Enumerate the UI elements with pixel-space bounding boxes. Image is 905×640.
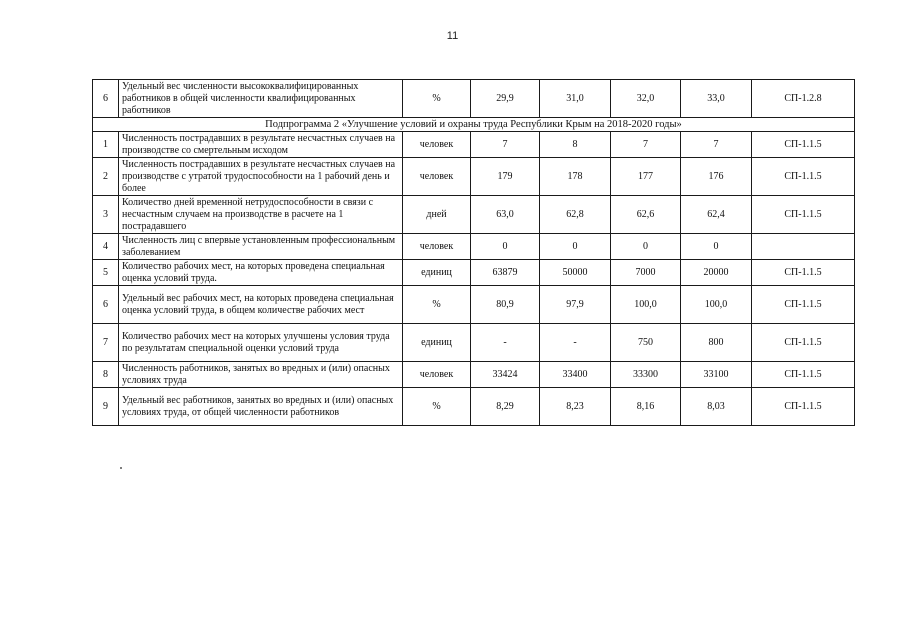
unit-cell: человек — [403, 132, 471, 158]
indicator-name: Численность пострадавших в результате несчастных случаев на производстве с утратой трудоспособности на 1 рабочий день и более — [119, 158, 403, 196]
value-1: 0 — [471, 234, 540, 260]
table-row — [93, 286, 855, 324]
row-number: 2 — [93, 158, 119, 196]
value-2: 31,0 — [540, 80, 611, 118]
indicators-table — [92, 79, 855, 426]
unit-cell: человек — [403, 362, 471, 388]
program-code: СП-1.1.5 — [752, 362, 855, 388]
table-row — [93, 132, 855, 158]
unit-cell: % — [403, 80, 471, 118]
row-number: 8 — [93, 362, 119, 388]
row-number: 6 — [93, 80, 119, 118]
value-2: 97,9 — [540, 286, 611, 324]
indicator-name: Количество рабочих мест, на которых проведена специальная оценка условий труда. — [119, 260, 403, 286]
program-code: СП-1.1.5 — [752, 286, 855, 324]
page-number: 11 — [446, 30, 459, 42]
unit-cell: дней — [403, 196, 471, 234]
value-1: 179 — [471, 158, 540, 196]
program-code: СП-1.1.5 — [752, 388, 855, 426]
value-4: 100,0 — [681, 286, 752, 324]
value-2: 8 — [540, 132, 611, 158]
value-3: 62,6 — [611, 196, 681, 234]
value-4: 20000 — [681, 260, 752, 286]
unit-cell: % — [403, 286, 471, 324]
value-4: 7 — [681, 132, 752, 158]
row-number: 6 — [93, 286, 119, 324]
section-row — [93, 118, 855, 132]
unit-cell: человек — [403, 158, 471, 196]
value-1: 63879 — [471, 260, 540, 286]
row-number: 5 — [93, 260, 119, 286]
value-4: 0 — [681, 234, 752, 260]
indicator-name: Удельный вес численности высококвалифицированных работников в общей численности квалифицированных работников — [119, 80, 403, 118]
table-row — [93, 80, 855, 118]
row-number: 3 — [93, 196, 119, 234]
value-2: 62,8 — [540, 196, 611, 234]
indicator-name: Численность лиц с впервые установленным профессиональным заболеванием — [119, 234, 403, 260]
value-3: 100,0 — [611, 286, 681, 324]
value-2: 178 — [540, 158, 611, 196]
unit-cell: единиц — [403, 324, 471, 362]
table-row — [93, 196, 855, 234]
program-code: СП-1.1.5 — [752, 260, 855, 286]
value-4: 8,03 — [681, 388, 752, 426]
row-number: 9 — [93, 388, 119, 426]
table-row — [93, 234, 855, 260]
value-1: 29,9 — [471, 80, 540, 118]
indicator-name: Удельный вес работников, занятых во вредных и (или) опасных условиях труда, от общей численности работников — [119, 388, 403, 426]
value-2: 50000 — [540, 260, 611, 286]
value-3: 7000 — [611, 260, 681, 286]
table-row — [93, 260, 855, 286]
value-4: 33,0 — [681, 80, 752, 118]
indicator-name: Удельный вес рабочих мест, на которых проведена специальная оценка условий труда, в общем количестве рабочих мест — [119, 286, 403, 324]
value-1: 80,9 — [471, 286, 540, 324]
value-2: 33400 — [540, 362, 611, 388]
program-code: СП-1.1.5 — [752, 196, 855, 234]
value-3: 177 — [611, 158, 681, 196]
value-3: 8,16 — [611, 388, 681, 426]
row-number: 7 — [93, 324, 119, 362]
unit-cell: % — [403, 388, 471, 426]
program-code: СП-1.1.5 — [752, 132, 855, 158]
table-row — [93, 158, 855, 196]
value-2: 8,23 — [540, 388, 611, 426]
value-4: 33100 — [681, 362, 752, 388]
value-3: 33300 — [611, 362, 681, 388]
program-code: СП-1.2.8 — [752, 80, 855, 118]
unit-cell: единиц — [403, 260, 471, 286]
row-number: 4 — [93, 234, 119, 260]
table-row — [93, 362, 855, 388]
unit-cell: человек — [403, 234, 471, 260]
value-1: 33424 — [471, 362, 540, 388]
value-2: 0 — [540, 234, 611, 260]
value-3: 32,0 — [611, 80, 681, 118]
value-2: - — [540, 324, 611, 362]
value-3: 0 — [611, 234, 681, 260]
table-row — [93, 324, 855, 362]
section-title: Подпрограмма 2 «Улучшение условий и охраны труда Республики Крым на 2018-2020 годы» — [93, 118, 855, 132]
value-4: 800 — [681, 324, 752, 362]
indicator-name: Количество дней временной нетрудоспособности в связи с несчастным случаем на производстве в расчете на 1 пострадавшего — [119, 196, 403, 234]
program-code: СП-1.1.5 — [752, 324, 855, 362]
value-1: 7 — [471, 132, 540, 158]
program-code: СП-1.1.5 — [752, 158, 855, 196]
value-1: - — [471, 324, 540, 362]
value-4: 176 — [681, 158, 752, 196]
indicator-name: Численность пострадавших в результате несчастных случаев на производстве со смертельным исходом — [119, 132, 403, 158]
row-number: 1 — [93, 132, 119, 158]
indicator-name: Численность работников, занятых во вредных и (или) опасных условиях труда — [119, 362, 403, 388]
table-row — [93, 388, 855, 426]
value-1: 8,29 — [471, 388, 540, 426]
stray-dot — [120, 467, 122, 469]
indicator-name: Количество рабочих мест на которых улучшены условия труда по результатам специальной оценки условий труда — [119, 324, 403, 362]
value-1: 63,0 — [471, 196, 540, 234]
program-code — [752, 234, 855, 260]
value-3: 750 — [611, 324, 681, 362]
table-body — [93, 80, 855, 426]
value-3: 7 — [611, 132, 681, 158]
value-4: 62,4 — [681, 196, 752, 234]
